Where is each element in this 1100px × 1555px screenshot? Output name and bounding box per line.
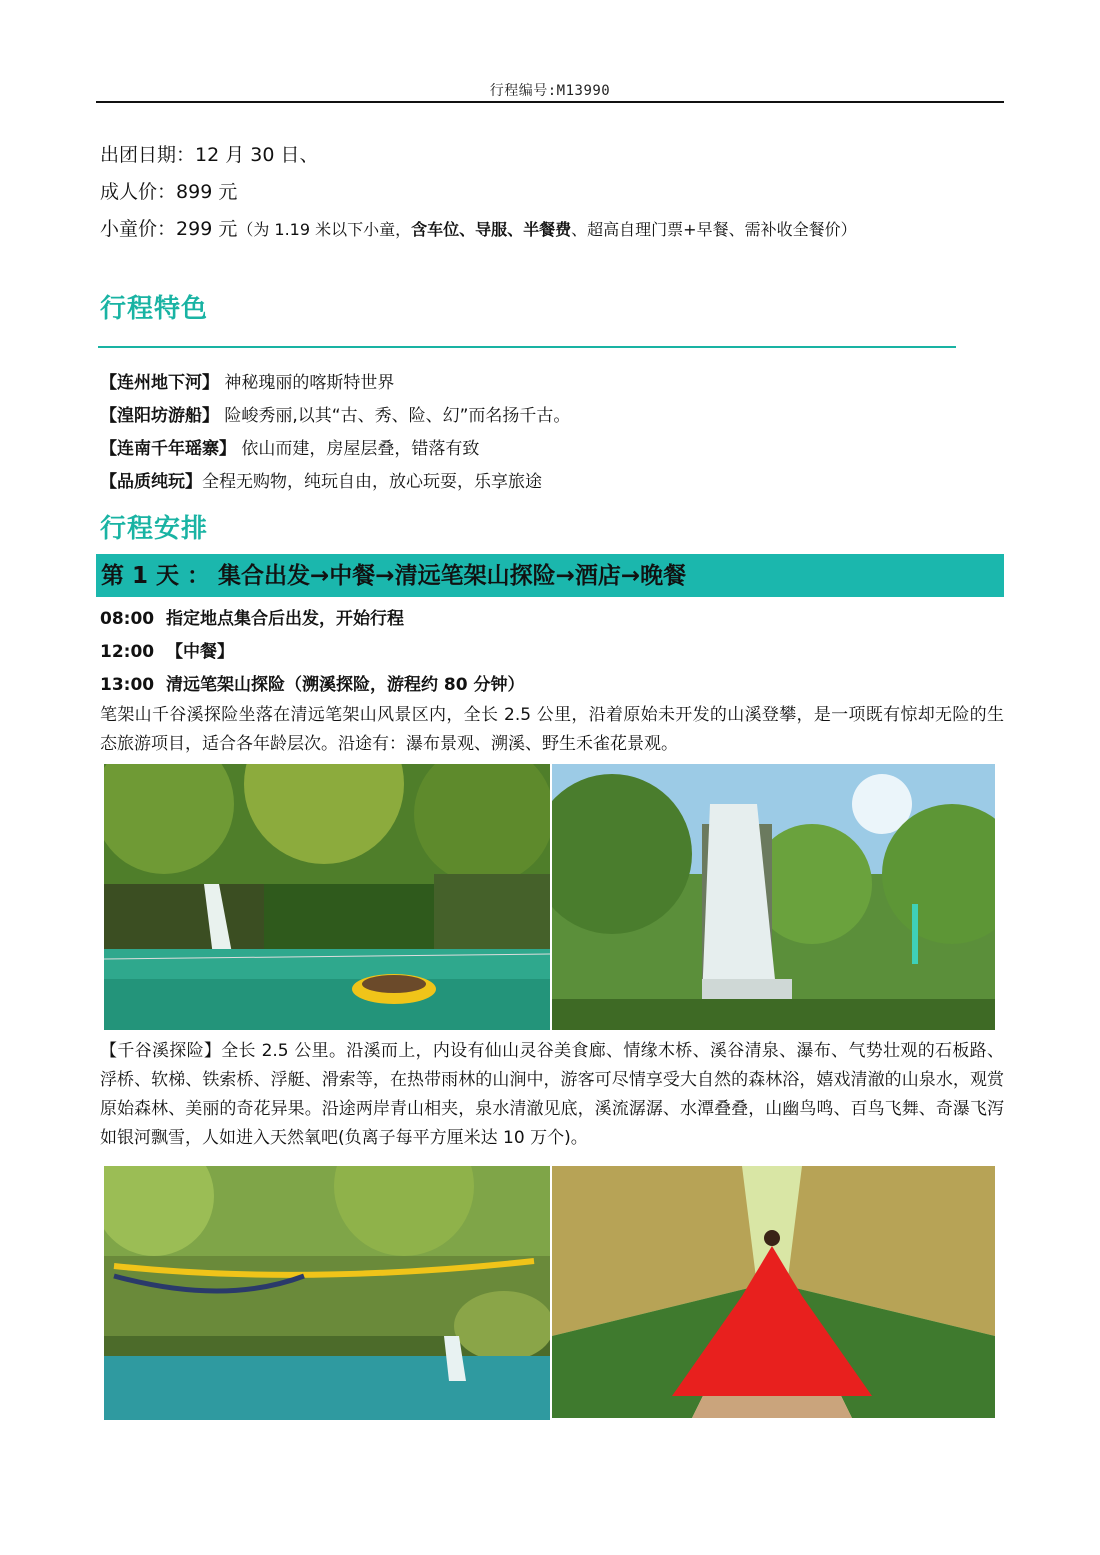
schedule-heading: 行程安排	[100, 514, 209, 544]
adult-price-label: 成人价：	[100, 181, 177, 203]
child-price-includes: 含车位、导服、半餐费	[411, 220, 572, 239]
photo-waterfall	[552, 764, 995, 1030]
schedule-text: 【中餐】	[165, 642, 234, 662]
feature-text: 依山而建，房屋层叠，错落有致	[241, 439, 480, 459]
photo-bamboo-corridor	[552, 1166, 995, 1418]
child-price-note: （为 1.19 米以下小童，	[237, 220, 412, 239]
feature-tag: 【湟阳坊游船】	[100, 406, 219, 426]
feature-tag: 【品质纯玩】	[100, 472, 202, 492]
schedule-item	[100, 670, 524, 695]
feature-tag: 【连南千年瑶寨】	[100, 439, 236, 459]
photo-rope-bridge	[104, 1166, 550, 1420]
feature-text: 险峻秀丽,以其“古、秀、险、幻”而名扬千古。	[224, 406, 571, 426]
feature-item	[100, 368, 394, 393]
departure-value: 12 月 30 日、	[195, 144, 319, 166]
child-price-extra: 、超高自理门票+早餐、需补收全餐价）	[571, 220, 857, 239]
schedule-item	[100, 604, 404, 629]
child-price-label: 小童价：	[100, 218, 177, 240]
feature-item	[100, 467, 542, 492]
photo-gorge-raft	[104, 764, 550, 1030]
schedule-text: 清远笔架山探险（溯溪探险，游程约 80 分钟）	[165, 675, 525, 695]
description-paragraph-1: 笔架山千谷溪探险坐落在清远笔架山风景区内，全长 2.5 公里，沿着原始未开发的山溪登攀，是一项既有惊却无险的生态旅游项目，适合各年龄层次。沿途有：瀑布景观、溯溪、野生禾雀花景观。	[100, 705, 1004, 754]
adult-price-value: 899 元	[176, 181, 238, 203]
header-divider	[96, 101, 1004, 103]
itinerary-code: 行程编号:M13990	[489, 83, 611, 99]
departure-label: 出团日期：	[100, 144, 196, 166]
feature-tag: 【连州地下河】	[100, 373, 219, 393]
adult-price-line	[100, 177, 237, 204]
schedule-text: 指定地点集合后出发，开始行程	[165, 609, 404, 629]
schedule-item	[100, 637, 234, 662]
child-price-value: 299 元	[176, 218, 238, 240]
features-heading: 行程特色	[100, 294, 209, 324]
feature-item	[100, 434, 479, 459]
departure-date-line	[100, 140, 319, 167]
description-paragraph-2: 【千谷溪探险】全长 2.5 公里。沿溪而上，内设有仙山灵谷美食廊、情缘木桥、溪谷清泉、瀑布、气势壮观的石板路、浮桥、软梯、铁索桥、浮艇、滑索等，在热带雨林的山涧中，游客可尽情享受大自然的森林浴，嬉戏清澈的山泉水，观赏原始森林、美丽的奇花异果。沿途两岸青山相夹，泉水清澈见底，溪流潺潺、水潭叠叠，山幽鸟鸣、百鸟飞舞、奇瀑飞泻如银河飘雪，人如进入天然氧吧(负离子每平方厘米达 10 万个)。	[100, 1041, 1004, 1148]
schedule-time: 12:00	[100, 642, 155, 662]
features-divider	[98, 346, 956, 348]
schedule-time: 08:00	[100, 609, 155, 629]
day1-title-bar: 第 1 天 ： 集合出发→中餐→清远笔架山探险→酒店→晚餐	[96, 554, 1004, 597]
feature-item	[100, 401, 570, 426]
feature-text: 全程无购物，纯玩自由，放心玩耍，乐享旅途	[202, 472, 542, 492]
feature-text: 神秘瑰丽的喀斯特世界	[224, 373, 395, 393]
schedule-time: 13:00	[100, 675, 155, 695]
child-price-line	[100, 214, 857, 241]
